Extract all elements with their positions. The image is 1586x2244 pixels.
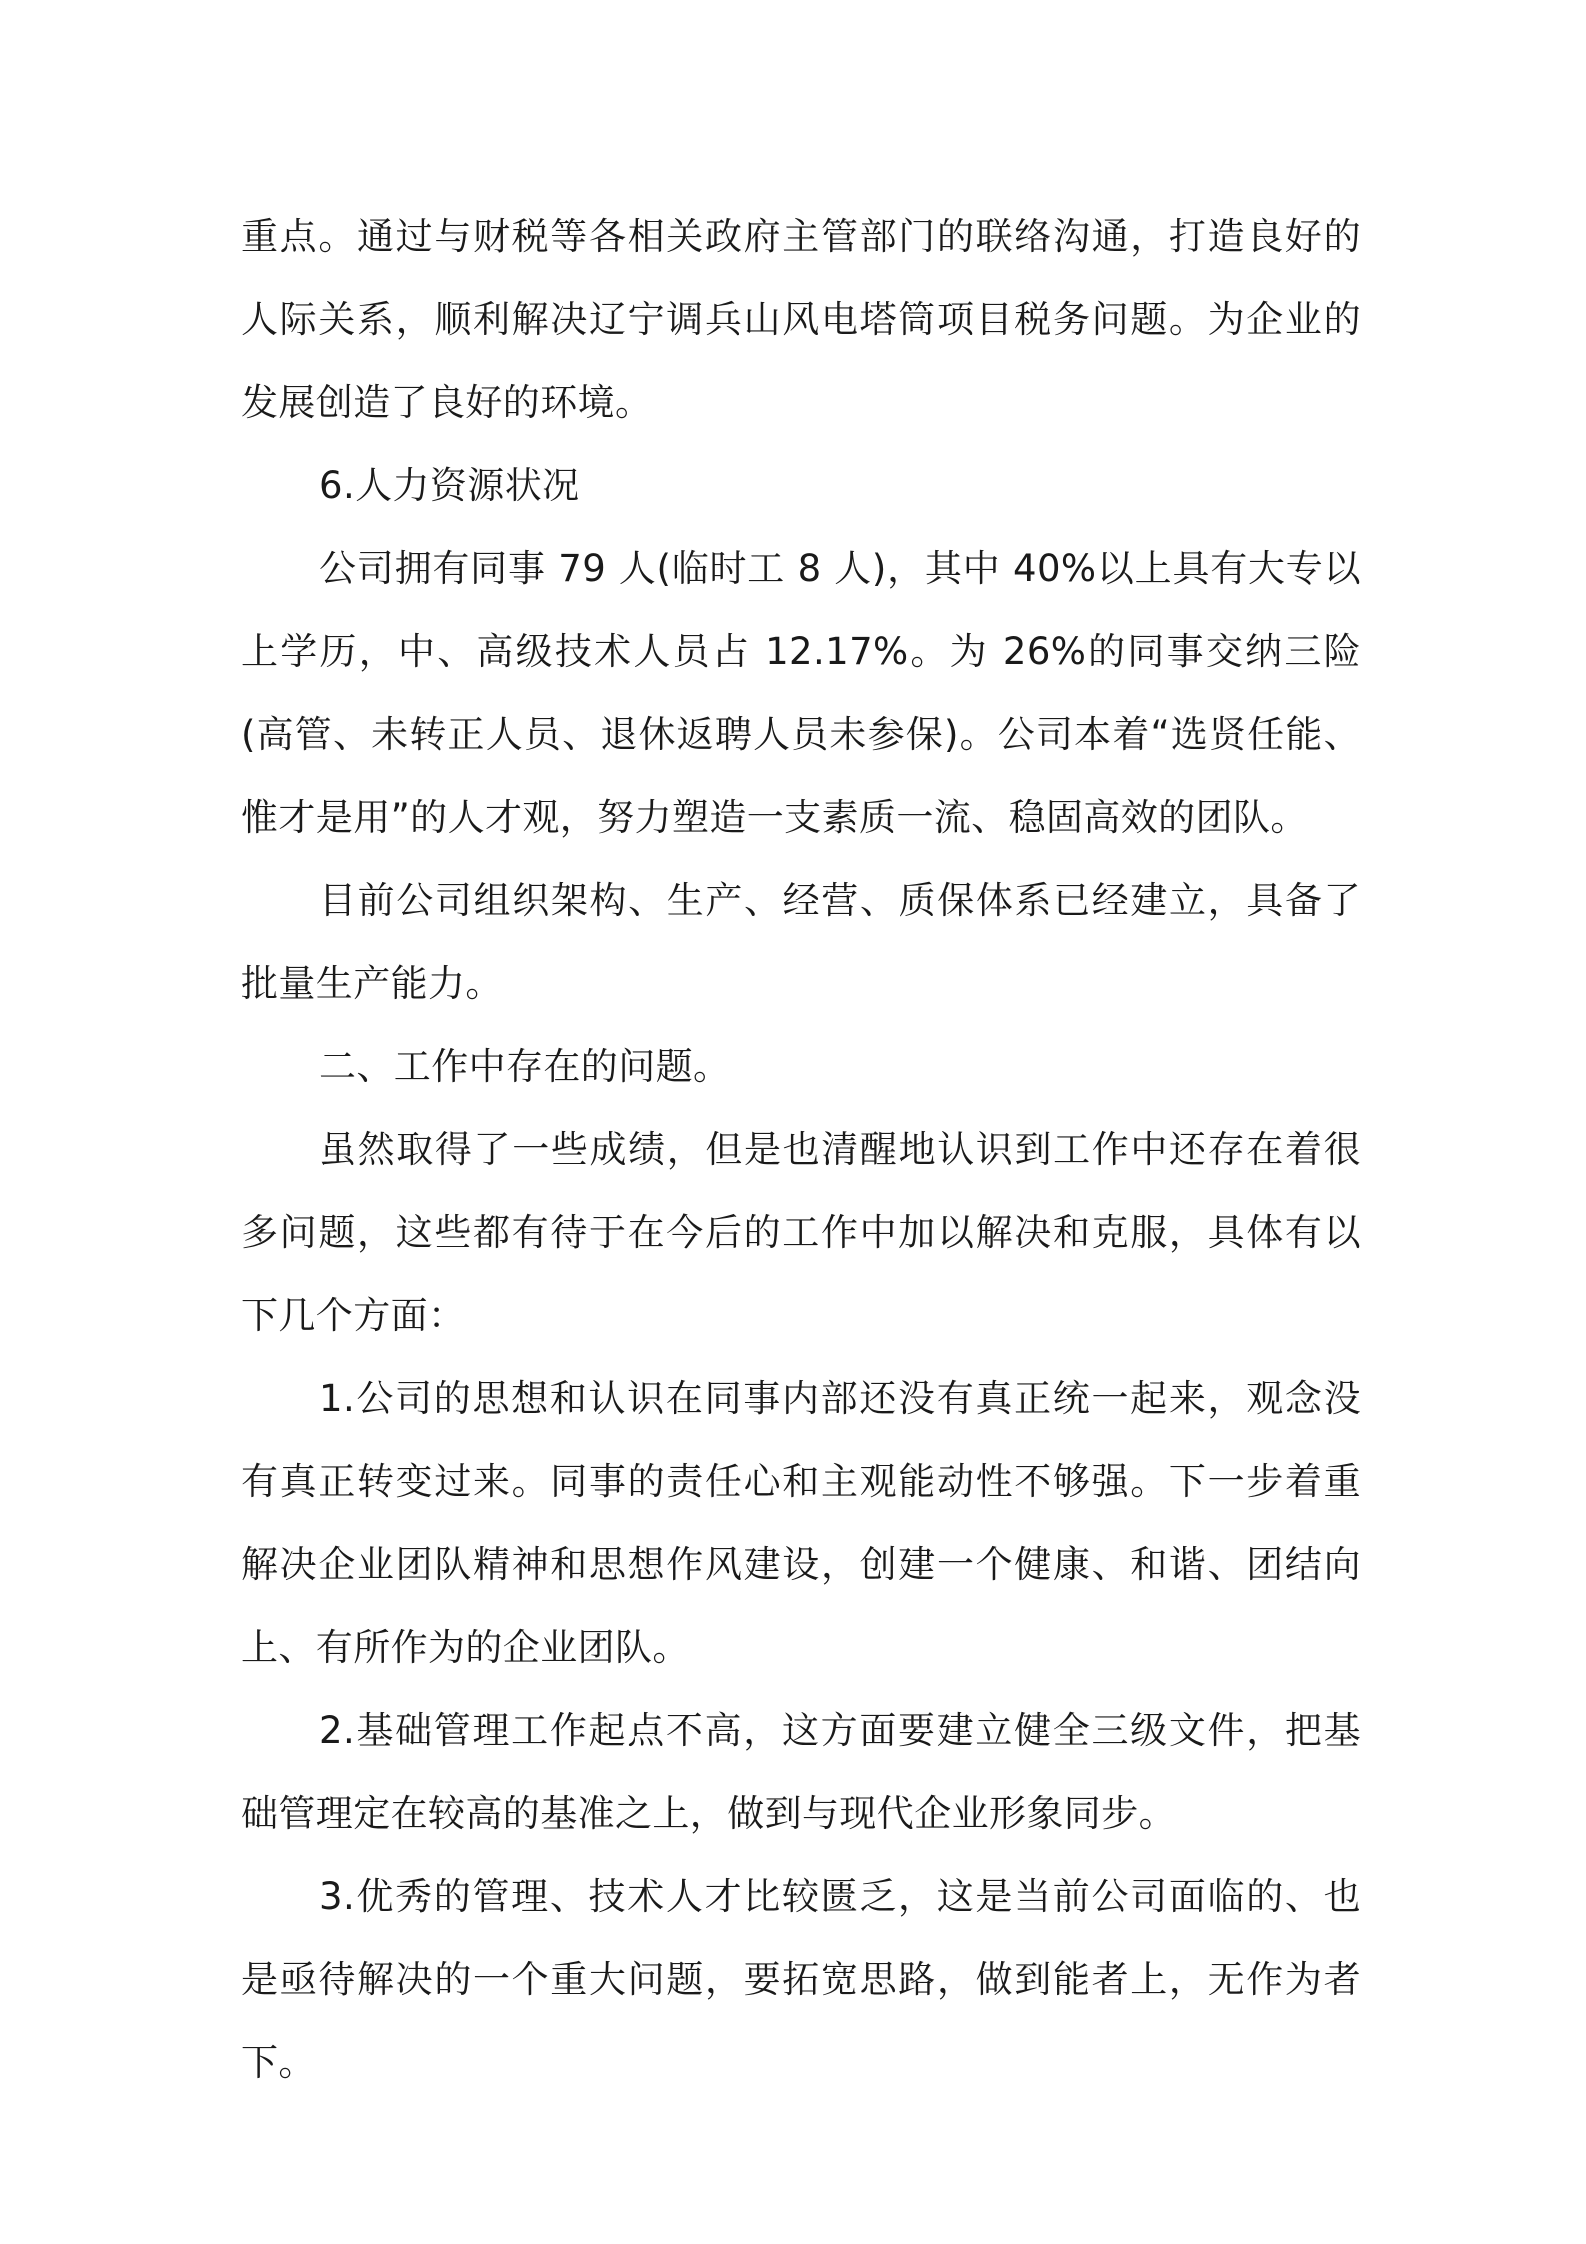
- section-heading-problems: 二、工作中存在的问题。: [319, 1045, 731, 1088]
- section-heading-human-resources: 6.人力资源状况: [319, 464, 580, 507]
- paragraph-organization-status: 目前公司组织架构、生产、经营、质保体系已经建立，具备了批量生产能力。: [241, 879, 1361, 1005]
- paragraph-problem-3: 3.优秀的管理、技术人才比较匮乏，这是当前公司面临的、也是亟待解决的一个重大问题，要拓宽思路，做到能者上，无作为者下。: [241, 1875, 1361, 2084]
- paragraph-problem-1: 1.公司的思想和认识在同事内部还没有真正统一起来，观念没有真正转变过来。同事的责任心和主观能动性不够强。下一步着重解决企业团队精神和思想作风建设，创建一个健康、和谐、团结向上、有所作为的企业团队。: [241, 1377, 1361, 1669]
- document-body: [241, 195, 1361, 2104]
- paragraph-problem-2: 2.基础管理工作起点不高，这方面要建立健全三级文件，把基础管理定在较高的基准之上，做到与现代企业形象同步。: [241, 1709, 1361, 1835]
- paragraph-problems-intro: 虽然取得了一些成绩，但是也清醒地认识到工作中还存在着很多问题，这些都有待于在今后的工作中加以解决和克服，具体有以下几个方面：: [241, 1128, 1361, 1337]
- paragraph-continuation: 重点。通过与财税等各相关政府主管部门的联络沟通，打造良好的人际关系，顺利解决辽宁调兵山风电塔筒项目税务问题。为企业的发展创造了良好的环境。: [241, 215, 1361, 424]
- paragraph-staff-overview: 公司拥有同事 79 人(临时工 8 人)，其中 40%以上具有大专以上学历，中、高级技术人员占 12.17%。为 26%的同事交纳三险(高管、未转正人员、退休返聘人员未参保)。公司本着“选贤任能、惟才是用”的人才观，努力塑造一支素质一流、稳固高效的团队。: [241, 547, 1361, 839]
